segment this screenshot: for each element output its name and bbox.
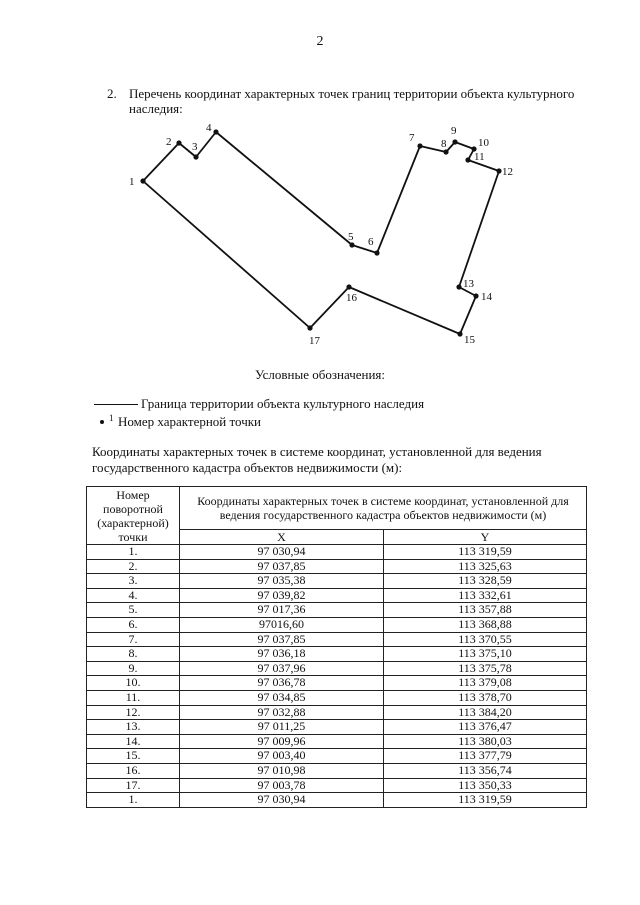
- point-number-cell: 15.: [87, 749, 180, 764]
- table-row: [87, 690, 587, 705]
- y-cell: 113 319,59: [384, 545, 587, 560]
- legend-boundary-label: Граница территории объекта культурного наследия: [141, 396, 425, 411]
- y-cell: 113 380,03: [384, 734, 587, 749]
- y-cell: 113 328,59: [384, 574, 587, 589]
- section-heading: [107, 86, 597, 116]
- coordinates-table: [86, 486, 587, 808]
- point-sample-label: 1: [109, 413, 114, 423]
- table-row: [87, 793, 587, 808]
- point-label: 7: [409, 132, 415, 144]
- legend-title: Условные обозначения:: [254, 367, 386, 382]
- legend-point: [94, 414, 261, 430]
- point-number-cell: 3.: [87, 574, 180, 589]
- point-label: 1: [129, 176, 135, 188]
- y-cell: 113 325,63: [384, 559, 587, 574]
- point-number-cell: 17.: [87, 778, 180, 793]
- y-cell: 113 368,88: [384, 617, 587, 632]
- table-row: [87, 545, 587, 560]
- boundary-point: [443, 149, 448, 154]
- boundary-point: [307, 325, 312, 330]
- boundary-point: [456, 284, 461, 289]
- y-cell: 113 319,59: [384, 793, 587, 808]
- point-number-cell: 14.: [87, 734, 180, 749]
- page-number: 2: [316, 34, 324, 49]
- point-number-cell: 1.: [87, 793, 180, 808]
- x-cell: 97 030,94: [180, 793, 384, 808]
- x-cell: 97 010,98: [180, 763, 384, 778]
- boundary-point: [473, 293, 478, 298]
- point-label: 17: [309, 335, 320, 347]
- y-cell: 113 376,47: [384, 720, 587, 735]
- boundary-point: [457, 331, 462, 336]
- boundary-point: [140, 178, 145, 183]
- boundary-point: [374, 250, 379, 255]
- table-row: [87, 734, 587, 749]
- point-symbol-icon: [94, 413, 138, 428]
- boundary-point: [193, 154, 198, 159]
- x-cell: 97 003,40: [180, 749, 384, 764]
- x-header: X: [180, 530, 384, 545]
- table-row: [87, 617, 587, 632]
- boundary-plan: [0, 118, 640, 358]
- point-label: 8: [441, 138, 447, 150]
- legend-boundary: [94, 396, 424, 412]
- boundary-polygon: [143, 132, 499, 334]
- section-title: Перечень координат характерных точек границ территории объекта культурного наследия:: [129, 86, 575, 116]
- point-number-cell: 1.: [87, 545, 180, 560]
- y-cell: 113 375,78: [384, 661, 587, 676]
- y-cell: 113 377,79: [384, 749, 587, 764]
- x-cell: 97 034,85: [180, 690, 384, 705]
- x-cell: 97 017,36: [180, 603, 384, 618]
- point-number-cell: 8.: [87, 647, 180, 662]
- point-label: 9: [451, 125, 457, 137]
- y-cell: 113 379,08: [384, 676, 587, 691]
- x-cell: 97 009,96: [180, 734, 384, 749]
- boundary-point: [213, 129, 218, 134]
- x-cell: 97 037,96: [180, 661, 384, 676]
- y-cell: 113 350,33: [384, 778, 587, 793]
- point-number-cell: 2.: [87, 559, 180, 574]
- point-label: 15: [464, 334, 475, 346]
- x-cell: 97 035,38: [180, 574, 384, 589]
- point-number-cell: 7.: [87, 632, 180, 647]
- coords-intro: Координаты характерных точек в системе координат, установленной для ведения государственного кадастра объектов недвижимости (м):: [92, 444, 542, 475]
- boundary-point: [417, 143, 422, 148]
- boundary-points: [140, 129, 501, 336]
- table-row: [87, 632, 587, 647]
- table-row: [87, 647, 587, 662]
- table-row: [87, 661, 587, 676]
- y-cell: 113 384,20: [384, 705, 587, 720]
- y-cell: 113 375,10: [384, 647, 587, 662]
- x-cell: 97 036,18: [180, 647, 384, 662]
- legend-point-label: Номер характерной точки: [118, 414, 261, 429]
- y-cell: 113 357,88: [384, 603, 587, 618]
- table-row: [87, 574, 587, 589]
- point-label: 12: [502, 166, 513, 178]
- table-row: [87, 676, 587, 691]
- x-cell: 97 036,78: [180, 676, 384, 691]
- table-row: [87, 778, 587, 793]
- x-cell: 97 003,78: [180, 778, 384, 793]
- table-row: [87, 705, 587, 720]
- point-label: 11: [474, 151, 485, 163]
- table-row: [87, 720, 587, 735]
- y-cell: 113 356,74: [384, 763, 587, 778]
- boundary-point: [349, 242, 354, 247]
- boundary-point: [496, 168, 501, 173]
- point-number-cell: 16.: [87, 763, 180, 778]
- x-cell: 97 037,85: [180, 559, 384, 574]
- boundary-point: [452, 139, 457, 144]
- x-cell: 97 011,25: [180, 720, 384, 735]
- y-cell: 113 370,55: [384, 632, 587, 647]
- table-row: [87, 763, 587, 778]
- y-cell: 113 378,70: [384, 690, 587, 705]
- coordinates-header: Координаты характерных точек в системе координат, установленной для ведения государственного кадастра объектов недвижимости (м): [180, 487, 587, 530]
- section-number: 2.: [107, 86, 117, 101]
- table-row: [87, 588, 587, 603]
- point-number-cell: 4.: [87, 588, 180, 603]
- point-label: 5: [348, 231, 354, 243]
- point-number-cell: 11.: [87, 690, 180, 705]
- point-number-cell: 13.: [87, 720, 180, 735]
- point-label: 4: [206, 122, 212, 134]
- point-number-cell: 10.: [87, 676, 180, 691]
- y-cell: 113 332,61: [384, 588, 587, 603]
- table-row: [87, 559, 587, 574]
- boundary-point: [465, 157, 470, 162]
- x-cell: 97 039,82: [180, 588, 384, 603]
- x-cell: 97016,60: [180, 617, 384, 632]
- point-number-cell: 12.: [87, 705, 180, 720]
- point-number-cell: 5.: [87, 603, 180, 618]
- table-row: [87, 603, 587, 618]
- table-row: [87, 749, 587, 764]
- x-cell: 97 037,85: [180, 632, 384, 647]
- point-labels: [129, 122, 513, 347]
- boundary-point: [346, 284, 351, 289]
- point-dot-icon: [100, 420, 104, 424]
- x-cell: 97 030,94: [180, 545, 384, 560]
- point-number-cell: 6.: [87, 617, 180, 632]
- boundary-line-symbol: [94, 404, 138, 405]
- point-label: 10: [478, 137, 489, 149]
- point-number-header: Номер поворотной (характерной) точки: [87, 487, 180, 545]
- y-header: Y: [384, 530, 587, 545]
- point-label: 3: [192, 141, 198, 153]
- boundary-point: [176, 140, 181, 145]
- point-label: 2: [166, 136, 172, 148]
- point-number-cell: 9.: [87, 661, 180, 676]
- point-label: 13: [463, 278, 474, 290]
- point-label: 14: [481, 291, 492, 303]
- point-label: 16: [346, 292, 357, 304]
- point-label: 6: [368, 236, 374, 248]
- x-cell: 97 032,88: [180, 705, 384, 720]
